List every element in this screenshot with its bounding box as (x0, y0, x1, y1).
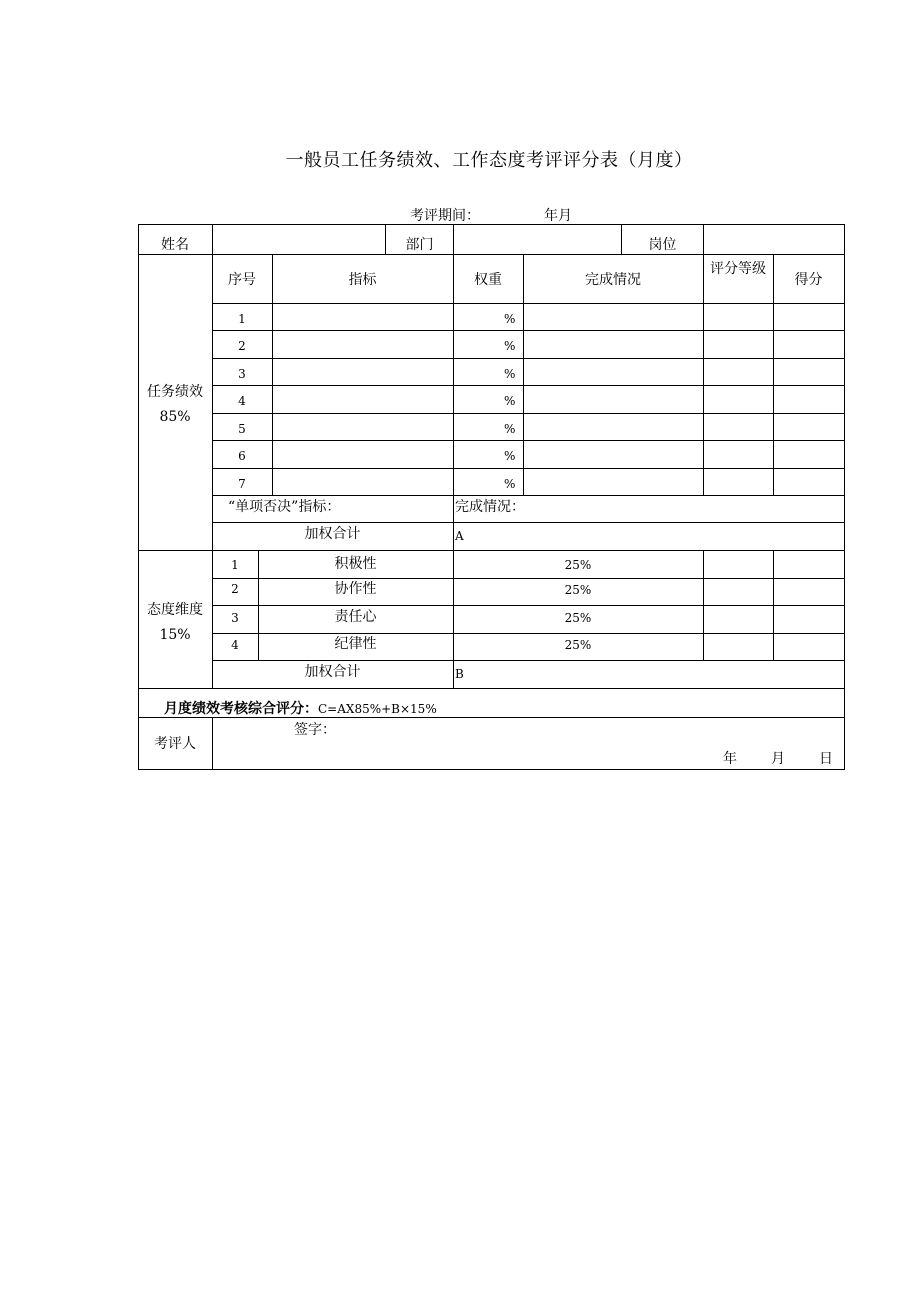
task-row-weight: % (504, 477, 516, 491)
attitude-row-weight: 25% (564, 611, 592, 625)
attitude-row-no: 4 (231, 638, 239, 652)
rule (138, 254, 845, 255)
task-section-weight: 85% (159, 409, 191, 425)
rule (212, 330, 845, 331)
attitude-row-name: 纪律性 (334, 636, 377, 652)
reviewer-label: 考评人 (154, 736, 196, 752)
attitude-row-name: 责任心 (334, 609, 377, 625)
col-header-completion: 完成情况 (585, 272, 641, 288)
rule (773, 254, 774, 496)
task-weighted-sum-label: 加权合计 (304, 526, 361, 542)
name-label: 姓名 (161, 237, 189, 253)
task-row-weight: % (504, 312, 516, 326)
period-year-month: 年月 (544, 208, 572, 224)
rule (138, 224, 139, 770)
attitude-row-weight: 25% (564, 558, 592, 572)
evaluation-table (138, 224, 845, 770)
task-row-weight: % (504, 367, 516, 381)
attitude-weighted-sum-label: 加权合计 (304, 664, 361, 680)
rule (212, 578, 845, 579)
col-header-score: 得分 (794, 272, 823, 288)
rule (523, 254, 524, 496)
task-row-no: 4 (238, 394, 246, 408)
rule (212, 633, 845, 634)
name-field[interactable] (213, 225, 385, 254)
post-field[interactable] (704, 225, 844, 254)
attitude-row-name: 协作性 (334, 581, 377, 597)
col-header-weight: 权重 (474, 272, 502, 288)
task-row-weight: % (504, 339, 516, 353)
attitude-row-weight: 25% (564, 583, 592, 597)
rule (212, 385, 845, 386)
attitude-row-weight: 25% (564, 638, 592, 652)
attitude-weighted-sum-value: B (455, 667, 464, 681)
signature-label: 签字： (294, 722, 336, 738)
attitude-row-name: 积极性 (334, 556, 377, 572)
attitude-section-weight: 15% (159, 627, 191, 643)
task-row-no: 6 (238, 449, 246, 463)
col-header-grade: 评分等级 (710, 261, 766, 277)
attitude-row-no: 1 (231, 558, 239, 572)
task-weighted-sum-value: A (455, 529, 464, 543)
rule (212, 495, 845, 496)
sign-date-month: 月 (771, 751, 785, 767)
task-row-weight: % (504, 449, 516, 463)
monthly-score-formula: C=AX85%+B×15% (318, 702, 437, 716)
post-label: 岗位 (648, 237, 677, 253)
col-header-indicator: 指标 (348, 272, 377, 288)
rule (212, 468, 845, 469)
rule (212, 358, 845, 359)
rule (212, 413, 845, 414)
rule (212, 717, 213, 769)
rule (138, 550, 845, 551)
department-label: 部门 (405, 237, 434, 253)
review-period (410, 205, 572, 225)
rule (844, 224, 845, 770)
task-row-no: 1 (238, 312, 246, 326)
task-row-no: 2 (238, 339, 246, 353)
period-label: 考评期间： (410, 208, 480, 224)
task-row-weight: % (504, 422, 516, 436)
monthly-score-label: 月度绩效考核综合评分： (164, 701, 318, 717)
department-field[interactable] (454, 225, 621, 254)
col-header-no: 序号 (228, 272, 256, 288)
task-row-no: 3 (238, 367, 246, 381)
rule (272, 254, 273, 496)
rule (773, 550, 774, 660)
rule (138, 769, 845, 770)
monthly-score-row (164, 700, 437, 718)
task-row-no: 7 (238, 477, 246, 491)
task-row-weight: % (504, 394, 516, 408)
rule (703, 254, 704, 496)
rule (212, 303, 845, 304)
rule (138, 688, 845, 689)
form-title: 一般员工任务绩效、工作态度考评评分表（月度） (285, 150, 693, 171)
rule (212, 522, 845, 523)
veto-completion-label: 完成情况： (455, 499, 525, 515)
rule (212, 660, 845, 661)
rule (703, 550, 704, 660)
rule (212, 440, 845, 441)
attitude-row-no: 3 (231, 611, 239, 625)
attitude-row-no: 2 (231, 582, 239, 596)
task-section-label: 任务绩效 (147, 384, 203, 400)
veto-indicator-label: “单项否决”指标： (228, 499, 341, 515)
sign-date-day: 日 (819, 751, 833, 767)
signature-field[interactable] (338, 721, 738, 739)
sign-date-year: 年 (723, 751, 737, 767)
rule (212, 605, 845, 606)
task-row-no: 5 (238, 422, 246, 436)
attitude-section-label: 态度维度 (147, 602, 203, 618)
